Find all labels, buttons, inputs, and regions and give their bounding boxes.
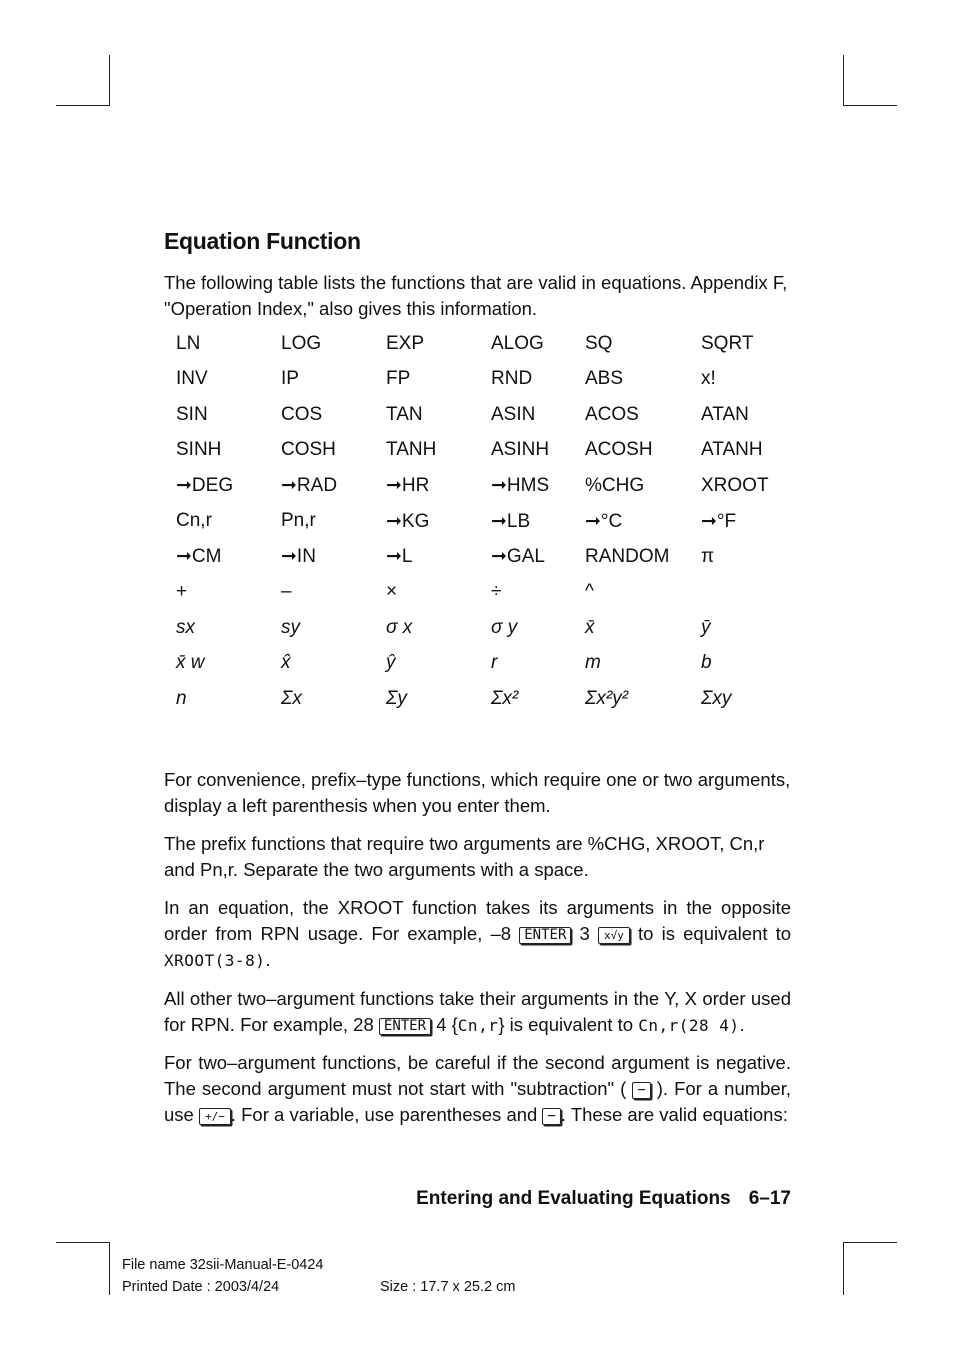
- table-cell: ➞IN: [281, 546, 316, 568]
- table-cell: LN: [176, 332, 201, 354]
- table-cell: Σx: [281, 687, 302, 709]
- table-cell: x̄: [585, 616, 595, 638]
- text: } is equivalent to: [498, 1014, 634, 1035]
- table-cell: x̄ w: [176, 652, 205, 674]
- table-cell: +: [176, 581, 188, 603]
- text: .: [739, 1014, 745, 1035]
- table-cell: FP: [386, 368, 411, 390]
- table-row: [176, 681, 801, 717]
- crop-mark: [843, 55, 844, 106]
- table-row: [176, 362, 801, 398]
- table-row: [176, 610, 801, 646]
- table-cell: ➞L: [386, 546, 413, 568]
- section-heading: Equation Function: [164, 228, 361, 254]
- table-cell: ALOG: [491, 332, 544, 354]
- table-cell: RND: [491, 368, 533, 390]
- table-cell: ABS: [585, 368, 624, 390]
- table-cell: IP: [281, 368, 299, 390]
- table-cell: ATAN: [701, 403, 749, 425]
- table-cell: ASINH: [491, 439, 550, 461]
- table-cell: ➞LB: [491, 510, 531, 532]
- table-cell: ŷ: [386, 652, 396, 674]
- table-cell: σ y: [491, 616, 518, 638]
- intro-paragraph: The following table lists the functions that are valid in equations. Appendix F, "Operation Index," also gives this information.: [164, 272, 788, 319]
- table-row: [176, 504, 801, 540]
- table-row: [176, 326, 801, 362]
- table-cell: COSH: [281, 439, 336, 461]
- table-row: [176, 539, 801, 575]
- two-arg-paragraph: The prefix functions that require two arguments are %CHG, XROOT, Cn,r and Pn,r. Separate the two arguments with a space.: [164, 833, 765, 880]
- table-cell: Σx²y²: [585, 687, 629, 709]
- crop-mark: [843, 1242, 844, 1295]
- table-cell: ACOSH: [585, 439, 653, 461]
- function-table: [176, 326, 801, 717]
- text: 4 {: [436, 1014, 458, 1035]
- table-cell: %CHG: [585, 474, 645, 496]
- table-cell: b: [701, 652, 712, 674]
- enter-key: ENTER: [379, 1018, 431, 1035]
- lcd-display: XROOT(3-8): [164, 951, 266, 970]
- table-row: [176, 468, 801, 504]
- rpn-order-paragraph: [164, 986, 791, 1039]
- table-cell: ➞°C: [585, 510, 623, 532]
- table-cell: LOG: [281, 332, 322, 354]
- table-cell: SINH: [176, 439, 222, 461]
- table-cell: x!: [701, 368, 716, 390]
- table-cell: σ x: [386, 616, 413, 638]
- text: 3: [579, 923, 590, 944]
- chapter-title: Entering and Evaluating Equations: [416, 1188, 731, 1209]
- page-number: 6–17: [748, 1188, 791, 1209]
- table-cell: Cn,r: [176, 510, 212, 532]
- xroot-paragraph: [164, 895, 791, 974]
- text: .: [265, 949, 271, 970]
- paper-size: Size : 17.7 x 25.2 cm: [380, 1279, 516, 1295]
- table-cell: r: [491, 652, 498, 674]
- change-sign-key: +/−: [199, 1108, 231, 1125]
- table-cell: ➞GAL: [491, 546, 545, 568]
- xroot-key: x√y: [598, 927, 630, 944]
- text: to is equivalent to: [638, 923, 792, 944]
- file-name: File name 32sii-Manual-E-0424: [122, 1257, 324, 1273]
- table-cell: ASIN: [491, 403, 536, 425]
- prefix-paragraph: For convenience, prefix–type functions, which require one or two arguments, display a left parenthesis when you enter them.: [164, 769, 791, 816]
- table-cell: SQRT: [701, 332, 754, 354]
- text: . These are valid equations:: [560, 1104, 788, 1125]
- table-cell: ^: [585, 581, 594, 603]
- printed-date: Printed Date : 2003/4/24: [122, 1279, 280, 1295]
- crop-mark: [109, 55, 110, 106]
- table-cell: ÷: [491, 581, 502, 603]
- table-cell: COS: [281, 403, 323, 425]
- text: All other two–argument functions take their arguments in the Y, X order used for RPN. For example, 28: [164, 988, 791, 1035]
- table-cell: RANDOM: [585, 545, 670, 567]
- table-cell: SQ: [585, 332, 613, 354]
- crop-mark: [843, 1242, 897, 1243]
- table-cell: Pn,r: [281, 510, 316, 532]
- minus-key: −: [632, 1082, 650, 1099]
- table-cell: SIN: [176, 403, 208, 425]
- table-cell: n: [176, 687, 187, 709]
- table-row: [176, 433, 801, 469]
- table-cell: ȳ: [701, 616, 711, 638]
- table-cell: ➞RAD: [281, 475, 338, 497]
- table-cell: ATANH: [701, 439, 763, 461]
- table-cell: ➞HMS: [491, 475, 550, 497]
- text: . For a variable, use parentheses and: [230, 1104, 538, 1125]
- text: In an equation, the XROOT function takes its arguments in the opposite order from RPN usage. For example, –8: [164, 897, 791, 944]
- table-cell: Σxy: [701, 687, 732, 709]
- running-footer: [416, 1188, 791, 1210]
- table-cell: ➞DEG: [176, 475, 234, 497]
- table-cell: TANH: [386, 439, 437, 461]
- table-cell: Σx²: [491, 687, 519, 709]
- table-cell: XROOT: [701, 474, 769, 496]
- table-row: [176, 397, 801, 433]
- table-cell: ×: [386, 581, 398, 603]
- table-cell: ACOS: [585, 403, 639, 425]
- crop-mark: [109, 1242, 110, 1295]
- table-cell: ➞KG: [386, 510, 430, 532]
- table-cell: π: [701, 545, 715, 567]
- table-cell: [701, 575, 801, 611]
- table-cell: TAN: [386, 403, 423, 425]
- crop-mark: [843, 105, 897, 106]
- table-cell: EXP: [386, 332, 425, 354]
- minus-key: −: [542, 1108, 560, 1125]
- text: ). For a number, use: [164, 1078, 791, 1125]
- table-cell: m: [585, 652, 601, 674]
- table-cell: Σy: [386, 687, 407, 709]
- table-row: [176, 575, 801, 611]
- negative-arg-paragraph: [164, 1050, 791, 1128]
- crop-mark: [56, 105, 110, 106]
- table-cell: sx: [176, 616, 195, 638]
- table-cell: ➞CM: [176, 546, 222, 568]
- table-cell: ➞°F: [701, 510, 737, 532]
- crop-mark: [56, 1242, 110, 1243]
- table-cell: sy: [281, 616, 300, 638]
- table-cell: ➞HR: [386, 475, 430, 497]
- table-row: [176, 646, 801, 682]
- table-cell: INV: [176, 368, 208, 390]
- table-cell: x̂: [281, 652, 291, 674]
- enter-key: ENTER: [519, 927, 571, 944]
- lcd-display: Cn,r: [457, 1016, 499, 1035]
- table-cell: –: [281, 581, 292, 603]
- text: For two–argument functions, be careful if the second argument is negative. The second argument must not start with "subtraction" (: [164, 1052, 791, 1099]
- lcd-display: Cn,r(28 4): [638, 1016, 740, 1035]
